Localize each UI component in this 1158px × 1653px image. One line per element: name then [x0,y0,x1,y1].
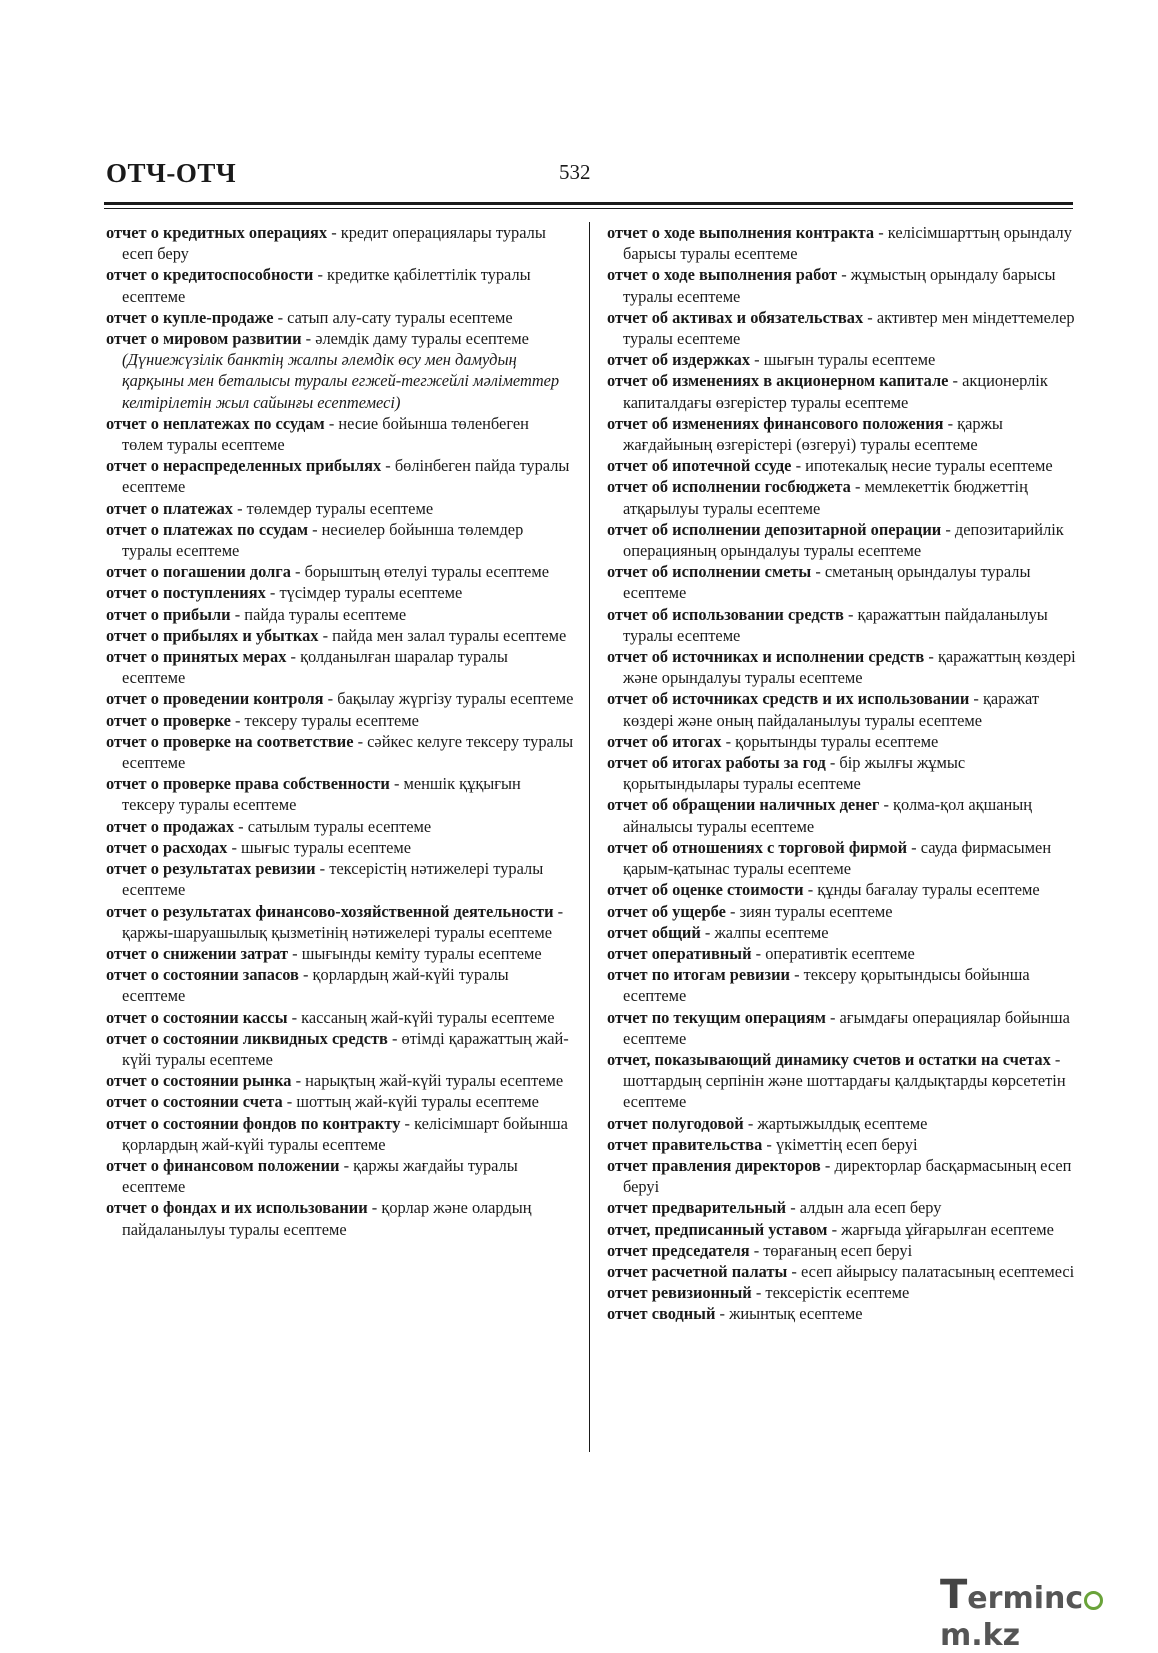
entry-definition: үкіметтің есеп беруі [775,1134,918,1154]
dictionary-entry: отчет о проверке - тексеру туралы есептеме [106,710,419,730]
right-column [607,222,1077,1325]
dictionary-entry: отчет о расходах - шығыс туралы есептеме [106,837,412,857]
entry-definition: тексерістің нәтижелері туралы есептеме [122,859,544,900]
dictionary-entry: отчет о проведении контроля - бақылау жүргізу туралы есептеме [106,689,574,709]
entry-term: отчет о продажах [106,816,235,836]
entry-term: отчет о прибылях и убытках [106,625,319,645]
dictionary-entry: отчет о прибыли - пайда туралы есептеме [106,604,407,624]
entry-term: отчет о платежах [106,498,234,518]
dictionary-entry: отчет предварительный - алдын ала есеп беру [607,1198,942,1218]
dictionary-entry: отчет о купле-продаже - сатып алу-сату туралы есептеме [106,307,513,327]
entry-definition: кредитке қабілеттілік туралы есептеме [122,265,531,306]
entry-term: отчет о неплатежах по ссудам [106,413,325,433]
entry-definition: қаржы-шаруашылық қызметінің нәтижелері туралы есептеме [122,922,553,942]
entry-term: отчет, предписанный уставом [607,1219,828,1239]
entry-definition: шығынды кеміту туралы есептеме [301,943,542,963]
entry-term: отчет ревизионный [607,1283,752,1303]
dictionary-entry: отчет об источниках и исполнении средств - қаражаттың көздері және орындалуы туралы есептеме [607,647,1076,688]
entry-term: отчет о погашении долга [106,562,291,582]
entry-term: отчет о финансовом положении [106,1155,340,1175]
dictionary-entry: отчет о кредитных операциях - кредит операциялары туралы есеп беру [106,223,546,264]
entry-term: отчет о состоянии ликвидных средств [106,1028,388,1048]
entry-definition: жартыжылдық есептеме [757,1113,928,1133]
dictionary-entry: отчет о ходе выполнения контракта - келісімшарттың орындалу барысы туралы есептеме [607,223,1072,264]
entry-definition: сатылым туралы есептеме [247,816,432,836]
entry-definition: төрағаның есеп беруі [763,1240,913,1260]
entry-definition: жалпы есептеме [714,922,829,942]
entry-definition: шоттың жай-күйі туралы есептеме [296,1092,539,1112]
dictionary-entry: отчет ревизионный - тексерістік есептеме [607,1283,910,1303]
entry-definition: қорлар және олардың пайдаланылуы туралы есептеме [122,1198,532,1239]
header-rule-thin [104,208,1073,209]
entry-definition: кассаның жай-күйі туралы есептеме [301,1007,555,1027]
entry-definition: бақылау жүргізу туралы есептеме [337,689,574,709]
entry-term: отчет о результатах финансово-хозяйственной деятельности [106,901,554,921]
entry-term: отчет об издержках [607,350,751,370]
entry-term: отчет полугодовой [607,1113,744,1133]
entry-term: отчет об итогах работы за год [607,753,826,773]
dictionary-entry: отчет об источниках средств и их использовании - қаражат көздері және оның пайдаланылуы туралы есептеме [607,689,1039,730]
entry-definition: активтер мен міндеттемелер туралы есептеме [623,307,1075,349]
entry-definition: нарықтың жай-күйі туралы есептеме [305,1071,564,1091]
dictionary-entry: отчет о неплатежах по ссудам - несие бойынша төленбеген төлем туралы есептеме [106,413,529,455]
entry-term: отчет об отношениях с торговой фирмой [607,837,908,857]
dictionary-entry: отчет об изменениях в акционерном капитале - акционерлік капиталдағы өзгерістер туралы есептеме [607,371,1048,412]
dictionary-entry: отчет о результатах ревизии - тексерістің нәтижелері туралы есептеме [106,859,544,900]
dictionary-entry: отчет о погашении долга - борыштың өтелуі туралы есептеме [106,562,549,582]
dictionary-entry: отчет об активах и обязательствах - активтер мен міндеттемелер туралы есептеме [607,307,1075,349]
entry-definition: төлемдер туралы есептеме [246,498,434,518]
entry-definition: қолданылған шаралар туралы есептеме [122,647,508,688]
dictionary-entry: отчет о продажах - сатылым туралы есептеме [106,816,432,836]
entry-definition: депозитарийлік операцияның орындалуы туралы есептеме [623,519,1064,561]
dictionary-entry: отчет о состоянии счета - шоттың жай-күйі туралы есептеме [106,1092,539,1112]
entry-term: отчет общий [607,922,701,942]
entry-term: отчет об изменениях финансового положения [607,413,944,433]
dictionary-entry: отчет о состоянии фондов по контракту - келісімшарт бойынша қорлардың жай-күйі туралы есептеме [106,1113,568,1154]
entry-term: отчет оперативный [607,943,752,963]
dictionary-entry: отчет о финансовом положении - қаржы жағдайы туралы есептеме [106,1155,518,1197]
dictionary-entry: отчет о платежах по ссудам - несиелер бойынша төлемдер туралы есептеме [106,519,524,561]
entry-term: отчет об обращении наличных денег [607,795,880,815]
entry-definition: қаражаттын пайдаланылуы туралы есептеме [623,604,1048,645]
entry-definition: түсімдер туралы есептеме [279,583,463,603]
dictionary-entry: отчет об отношениях с торговой фирмой - сауда фирмасымен қарым-қатынас туралы есептеме [607,837,1052,879]
entry-definition: кредит операциялары туралы есеп беру [122,223,546,264]
dictionary-entry: отчет об итогах - қорытынды туралы есептеме [607,731,939,751]
dictionary-entry: отчет о платежах - төлемдер туралы есептеме [106,498,434,518]
entry-definition: тексерістік есептеме [765,1283,910,1303]
entry-definition: сауда фирмасымен қарым-қатынас туралы есептеме [623,837,1052,879]
dictionary-entry: отчет о снижении затрат - шығынды кеміту туралы есептеме [106,943,542,963]
entry-term: отчет о состоянии рынка [106,1071,292,1091]
entry-term: отчет сводный [607,1304,716,1324]
entry-definition: келісімшарттың орындалу барысы туралы есептеме [623,223,1072,264]
entry-term: отчет правительства [607,1134,763,1154]
dictionary-entry: отчет правления директоров - директорлар басқармасының есеп беруі [607,1155,1072,1197]
dictionary-entry: отчет о кредитоспособности - кредитке қабілеттілік туралы есептеме [106,265,531,306]
dictionary-entry: отчет, показывающий динамику счетов и остатки на счетах - шоттардың серпінін және шоттардағы қалдықтарды көрсететін есептеме [607,1049,1066,1112]
entry-term: отчет о результатах ревизии [106,859,316,879]
entry-definition: ипотекалық несие туралы есептеме [805,456,1053,476]
entry-definition: әлемдік даму туралы есептеме [315,329,529,349]
entry-definition: жиынтық есептеме [729,1304,863,1324]
dictionary-entry: отчет об исполнении депозитарной операции - депозитарийлік операцияның орындалуы туралы есептеме [607,519,1064,561]
entry-definition: тексеру туралы есептеме [244,710,419,730]
entry-term: отчет о проверке [106,710,231,730]
entry-definition: есеп айырысу палатасының есептемесі [800,1261,1075,1281]
dictionary-entry: отчет оперативный - оперативтік есептеме [607,943,915,963]
entry-definition: қаражаттың көздері және орындалуы туралы есептеме [623,647,1076,688]
entry-term: отчет об итогах [607,731,722,751]
entry-term: отчет по итогам ревизии [607,965,790,985]
entry-term: отчет о кредитоспособности [106,265,314,285]
dictionary-entry: отчет о проверке на соответствие - сәйкес келуге тексеру туралы есептеме [106,731,574,773]
entry-term: отчет о платежах по ссудам [106,519,308,539]
entry-term: отчет об ущербе [607,901,726,921]
dictionary-entry: отчет о состоянии запасов - қорлардың жай-күйі туралы есептеме [106,965,509,1006]
entry-term: отчет о мировом развитии [106,329,302,349]
entry-term: отчет правления директоров [607,1155,821,1175]
logo-text-part: erminc [967,1581,1084,1616]
entry-definition: қолма-қол ақшаның айналысы туралы есептеме [623,795,1033,836]
entry-term: отчет о кредитных операциях [106,223,328,242]
entry-term: отчет предварительный [607,1198,787,1218]
entry-term: отчет председателя [607,1240,750,1260]
entry-definition: қаражат көздері және оның пайдаланылуы туралы есептеме [623,689,1039,730]
entry-term: отчет расчетной палаты [607,1261,788,1281]
entry-definition: жарғыда ұйғарылған есептеме [841,1219,1054,1239]
dictionary-entry: отчет об обращении наличных денег - қолма-қол ақшаның айналысы туралы есептеме [607,795,1033,836]
entry-definition: қаржы жағдайы туралы есептеме [122,1155,518,1197]
logo-text-part: m.kz [940,1618,1021,1653]
dictionary-entry: отчет об изменениях финансового положения - қаржы жағдайының өзгерістері (өзгеруі) туралы есептеме [607,413,1003,455]
page-number: 532 [559,160,591,184]
dictionary-entry: отчет по текущим операциям - ағымдағы операциялар бойынша есептеме [607,1007,1070,1048]
entry-term: отчет об оценке стоимости [607,880,804,900]
entry-term: отчет о расходах [106,837,228,857]
dictionary-entry: отчет общий - жалпы есептеме [607,922,829,942]
entry-term: отчет об исполнении сметы [607,562,812,582]
dictionary-entry: отчет об оценке стоимости - құнды бағалау туралы есептеме [607,880,1040,900]
entry-definition: қорытынды туралы есептеме [735,731,939,751]
entry-term: отчет о фондах и их использовании [106,1198,368,1218]
dictionary-entry: отчет о мировом развитии - әлемдік даму туралы есептеме (Дүниежүзілік банктің жалпы әлемдік өсу мен дамудың қарқыны мен беталысы туралы егжей-тегжейлі мәліметтер келтірілетін жыл сайынғы есептемесі) [106,329,560,412]
entry-term: отчет о снижении затрат [106,943,289,963]
entry-definition: несие бойынша төленбеген төлем туралы есептеме [122,413,529,455]
entry-term: отчет о проверке права собственности [106,774,390,794]
entry-term: отчет о ходе выполнения контракта [607,223,875,242]
entry-term: отчет по текущим операциям [607,1007,826,1027]
dictionary-entry: отчет об итогах работы за год - бір жылғы жұмыс қорытындылары туралы есептеме [607,753,966,794]
entry-definition: алдын ала есеп беру [799,1198,942,1218]
entry-definition: қаржы жағдайының өзгерістері (өзгеруі) туралы есептеме [623,413,1003,455]
dictionary-entry: отчет о прибылях и убытках - пайда мен залал туралы есептеме [106,625,567,645]
entry-definition: тексеру қорытындысы бойынша есептеме [623,965,1030,1006]
entry-definition: оперативтік есептеме [765,943,915,963]
entry-definition: акционерлік капиталдағы өзгерістер туралы есептеме [623,371,1048,412]
dictionary-entry: отчет об исполнении сметы - сметаның орындалуы туралы есептеме [607,562,1031,603]
entry-term: отчет о поступлениях [106,583,266,603]
dictionary-entry: отчет о состоянии ликвидных средств - өтімді қаражаттың жай-күйі туралы есептеме [106,1028,569,1069]
entry-term: отчет, показывающий динамику счетов и остатки на счетах [607,1049,1051,1069]
dictionary-entry: отчет председателя - төрағаның есеп беруі [607,1240,913,1260]
entry-term: отчет об источниках средств и их использовании [607,689,970,709]
entry-definition: шығыс туралы есептеме [241,837,412,857]
entry-definition: ағымдағы операциялар бойынша есептеме [623,1007,1070,1048]
dictionary-entry: отчет об издержках - шығын туралы есептеме [607,350,936,370]
entry-term: отчет о купле-продаже [106,307,274,327]
dictionary-entry: отчет о принятых мерах - қолданылған шаралар туралы есептеме [106,647,508,688]
entry-term: отчет о нераспределенных прибылях [106,456,382,476]
entry-term: отчет об исполнении депозитарной операции [607,519,942,539]
dictionary-entry: отчет о состоянии кассы - кассаның жай-күйі туралы есептеме [106,1007,555,1027]
entry-term: отчет о принятых мерах [106,647,287,667]
entry-term: отчет о состоянии кассы [106,1007,288,1027]
entry-definition: сатып алу-сату туралы есептеме [287,307,513,327]
entry-definition: жұмыстың орындалу барысы туралы есептеме [623,265,1056,306]
dictionary-entry: отчет сводный - жиынтық есептеме [607,1304,863,1324]
dictionary-entry: отчет о результатах финансово-хозяйственной деятельности - қаржы-шаруашылық қызметінің нәтижелері туралы есептеме [106,901,564,942]
entry-definition: құнды бағалау туралы есептеме [817,880,1040,900]
entry-definition: сметаның орындалуы туралы есептеме [623,562,1031,603]
entry-definition: пайда туралы есептеме [244,604,407,624]
entry-term: отчет о проведении контроля [106,689,324,709]
entry-definition: директорлар басқармасының есеп беруі [623,1155,1072,1197]
entry-definition: бір жылғы жұмыс қорытындылары туралы есептеме [623,753,966,794]
entry-definition: несиелер бойынша төлемдер туралы есептеме [122,519,524,561]
dictionary-entry: отчет, предписанный уставом - жарғыда ұйғарылған есептеме [607,1219,1054,1239]
entry-definition: сәйкес келуге тексеру туралы есептеме [122,731,574,773]
entry-term: отчет об использовании средств [607,604,844,624]
dictionary-entry: отчет правительства - үкіметтің есеп беруі [607,1134,918,1154]
entry-term: отчет о прибыли [106,604,231,624]
entry-term: отчет об исполнении госбюджета [607,477,851,497]
dictionary-entry: отчет о ходе выполнения работ - жұмыстың орындалу барысы туралы есептеме [607,265,1056,306]
running-head: ОТЧ-ОТЧ [106,158,237,188]
entry-term: отчет о проверке на соответствие [106,731,354,751]
entry-definition: келісімшарт бойынша қорлардың жай-күйі туралы есептеме [122,1113,568,1154]
dictionary-entry: отчет об использовании средств - қаражаттын пайдаланылуы туралы есептеме [607,604,1048,645]
header-rule-thick [104,202,1073,205]
entry-definition: шоттардың серпінін және шоттардағы қалдықтарды көрсететін есептеме [623,1071,1066,1112]
entry-definition: қорлардың жай-күйі туралы есептеме [122,965,509,1006]
dictionary-entry: отчет о фондах и их использовании - қорлар және олардың пайдаланылуы туралы есептеме [106,1198,532,1239]
dictionary-entry: отчет об исполнении госбюджета - мемлекеттік бюджеттің атқарылуы туралы есептеме [607,477,1028,518]
entry-definition: меншік құқығын тексеру туралы есептеме [122,774,521,815]
entry-definition: мемлекеттік бюджеттің атқарылуы туралы есептеме [623,477,1028,518]
dictionary-entry: отчет об ипотечной ссуде - ипотекалық несие туралы есептеме [607,456,1053,476]
dictionary-entry: отчет об ущербе - зиян туралы есептеме [607,901,893,921]
dictionary-entry: отчет о состоянии рынка - нарықтың жай-күйі туралы есептеме [106,1071,564,1091]
logo-letter: T [940,1572,968,1618]
entry-term: отчет о состоянии фондов по контракту [106,1113,401,1133]
entry-definition: зиян туралы есептеме [739,901,893,921]
entry-term: отчет о состоянии счета [106,1092,283,1112]
entry-term: отчет об ипотечной ссуде [607,456,792,476]
entry-term: отчет об источниках и исполнении средств [607,647,925,667]
entry-definition: борыштың өтелуі туралы есептеме [304,562,549,582]
entry-note: (Дүниежүзілік банктің жалпы әлемдік өсу мен дамудың қарқыны мен беталысы туралы егжей-тегжейлі мәліметтер келтірілетін жыл сайынғы есептемесі) [122,350,560,412]
logo-o-ring-icon [1084,1591,1103,1610]
entry-term: отчет о ходе выполнения работ [607,265,838,285]
termincom-logo [940,1572,1130,1653]
entry-term: отчет об активах и обязательствах [607,307,864,327]
dictionary-entry: отчет по итогам ревизии - тексеру қорытындысы бойынша есептеме [607,965,1030,1006]
dictionary-entry: отчет о поступлениях - түсімдер туралы есептеме [106,583,463,603]
column-divider [589,222,590,1452]
dictionary-entry: отчет о проверке права собственности - меншік құқығын тексеру туралы есептеме [106,774,521,815]
entry-term: отчет о состоянии запасов [106,965,299,985]
left-column [106,222,574,1240]
entry-definition: өтімді қаражаттың жай-күйі туралы есептеме [122,1028,569,1069]
entry-definition: бөлінбеген пайда туралы есептеме [122,456,570,497]
dictionary-entry: отчет расчетной палаты - есеп айырысу палатасының есептемесі [607,1261,1075,1281]
dictionary-entry: отчет о нераспределенных прибылях - бөлінбеген пайда туралы есептеме [106,456,570,497]
entry-definition: шығын туралы есептеме [763,350,936,370]
dictionary-entry: отчет полугодовой - жартыжылдық есептеме [607,1113,928,1133]
entry-definition: пайда мен залал туралы есептеме [332,625,567,645]
entry-term: отчет об изменениях в акционерном капитале [607,371,949,391]
